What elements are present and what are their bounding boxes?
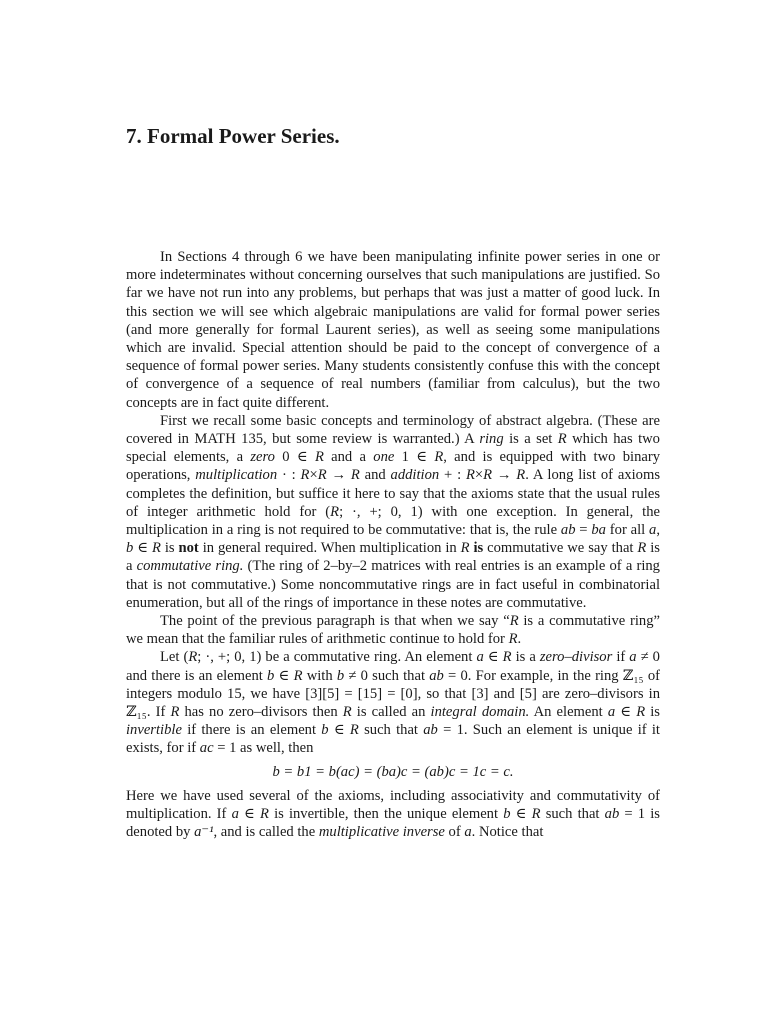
text-run: ∈ <box>238 806 260 823</box>
paragraph-intro <box>126 248 660 412</box>
emphasis-text: R <box>342 704 352 721</box>
emphasis-text: a⁻¹ <box>194 824 214 841</box>
emphasis-text: multiplicative inverse <box>318 824 445 841</box>
text-run: → <box>326 467 351 484</box>
text-run: + : <box>439 467 466 484</box>
emphasis-text: R <box>508 631 518 648</box>
text-run: An element <box>529 704 608 721</box>
emphasis-text: multiplication <box>195 467 278 484</box>
emphasis-text: zero–divisor <box>539 649 613 666</box>
text-run: = 1 is denoted by <box>126 806 660 841</box>
emphasis-text: a <box>649 522 657 539</box>
paragraph-zero-divisor <box>126 648 660 757</box>
emphasis-text: ab <box>429 667 444 684</box>
emphasis-text: ab <box>604 806 620 823</box>
text-run: such that <box>540 806 605 823</box>
emphasis-text: R <box>509 613 519 630</box>
emphasis-text: zero <box>250 449 275 466</box>
emphasis-text: R <box>637 540 647 557</box>
emphasis-text: R <box>483 467 493 484</box>
text-run: is <box>645 704 660 721</box>
text-run: ; ·, +; 0, 1) be a commutative ring. An element <box>197 649 477 666</box>
text-run: in general required. When multiplication in <box>198 540 461 557</box>
emphasis-text: integral domain. <box>430 704 530 721</box>
emphasis-text: R <box>350 467 360 484</box>
text-run: (The ring of 2–by–2 matrices with real entries is an example of a ring that is not commutative.) Some noncommutative rings are in fact useful in combinatorial enumeration, but all of the rings of importance in these notes are commutative. <box>126 558 660 611</box>
emphasis-text: b <box>321 722 329 739</box>
paragraph-inverse <box>126 787 660 842</box>
text-run: ; ·, +; 0, 1) with one exception. In general, the multiplication in a ring is not required to be commutative: that is, the rule <box>126 503 660 539</box>
text-run: is a <box>126 540 660 575</box>
text-run: for all <box>605 522 650 539</box>
emphasis-text: b <box>336 667 345 684</box>
text-run: ≠ 0 such that <box>344 667 430 684</box>
emphasis-text: R <box>151 540 161 557</box>
emphasis-text: a <box>464 824 472 841</box>
text-run: = 1 as well, then <box>213 740 314 757</box>
emphasis-text: R <box>557 431 567 448</box>
text-run: which has two special elements, a <box>126 431 660 466</box>
text-run: Here we have used several of the axioms, including associativity and commutativity of multiplication. If <box>126 787 660 823</box>
emphasis-text: R <box>531 806 541 823</box>
text-run: → <box>492 467 517 484</box>
text-run: × <box>309 467 318 484</box>
text-run: . A long list of axioms completes the definition, but suffice it here to say that the axioms state that the usual rules of integer arithmetic hold for ( <box>126 467 661 520</box>
emphasis-text: R <box>460 540 470 557</box>
text-run: 0 ∈ <box>274 449 315 466</box>
display-equation: b = b1 = b(ac) = (ba)c = (ab)c = 1c = c. <box>272 763 514 780</box>
emphasis-text: R <box>170 704 180 721</box>
text-run: × <box>474 467 484 484</box>
emphasis-text: R <box>188 649 198 666</box>
emphasis-text: ab <box>423 722 438 739</box>
text-run: , <box>656 522 660 539</box>
text-run: ∈ <box>133 540 152 557</box>
emphasis-text: ab <box>560 522 576 539</box>
text-run: with <box>302 667 337 684</box>
emphasis-text: addition <box>390 467 440 484</box>
text-run: . Notice that <box>471 824 544 841</box>
paragraph-ring-definition <box>126 412 660 612</box>
text-run: commutative we say that <box>483 540 638 557</box>
body-text <box>126 248 660 842</box>
emphasis-text: one <box>373 449 395 466</box>
emphasis-text: R <box>349 722 359 739</box>
text-run: and a <box>323 449 374 466</box>
emphasis-text: b <box>503 806 511 823</box>
text-run: . <box>517 631 522 648</box>
emphasis-text: a <box>231 806 239 823</box>
text-run: if there is an element <box>181 722 322 739</box>
emphasis-text: a <box>607 704 616 721</box>
emphasis-text: R <box>434 449 444 466</box>
text-run: if <box>612 649 630 666</box>
text-run: is a commutative ring” we mean that the familiar rules of arithmetic continue to hold for <box>126 613 660 648</box>
emphasis-text: invertible <box>126 722 182 739</box>
emphasis-text: a <box>476 649 484 666</box>
emphasis-text: R <box>502 649 512 666</box>
text-run: · : <box>277 467 301 484</box>
text-run: has no zero–divisors then <box>179 704 343 721</box>
emphasis-text: R <box>636 704 646 721</box>
bold-text: is <box>473 540 484 557</box>
emphasis-text: ac <box>199 740 214 757</box>
emphasis-text: R <box>293 667 303 684</box>
text-run: ∈ <box>328 722 350 739</box>
text-run: 1 ∈ <box>394 449 435 466</box>
text-run: The point of the previous paragraph is that when we say “ <box>160 613 510 630</box>
emphasis-text: R <box>300 467 310 484</box>
text-run: ∈ <box>274 667 294 684</box>
text-run: ∈ <box>483 649 503 666</box>
bold-text: not <box>178 540 199 557</box>
text-run: ∈ <box>615 704 637 721</box>
text-run: ∈ <box>510 806 532 823</box>
text-run: is called an <box>351 704 431 721</box>
emphasis-text: b <box>126 540 134 557</box>
text-run: ≠ 0 and there is an element <box>126 649 660 684</box>
emphasis-text: ring <box>479 431 504 448</box>
emphasis-text: R <box>314 449 324 466</box>
text-run: is <box>160 540 179 557</box>
text-run: is invertible, then the unique element <box>268 806 504 823</box>
emphasis-text: R <box>317 467 327 484</box>
text-run: such that <box>358 722 424 739</box>
text-run: , and is called the <box>213 824 319 841</box>
text-run: and <box>359 467 391 484</box>
emphasis-text: R <box>465 467 475 484</box>
text-run: = 1. Such an element is unique if it exists, for if <box>126 722 660 757</box>
text-run: = 0. For example, in the ring ℤ₁₅ of integers modulo 15, we have [3][5] = [15] = [0], so that [3] and [5] are zero–divisors in ℤ₁₅. If <box>126 667 660 721</box>
emphasis-text: R <box>259 806 269 823</box>
emphasis-text: commutative ring. <box>136 558 244 575</box>
text-run: is a set <box>503 431 558 448</box>
text-run: = <box>575 522 592 539</box>
text-run: First we recall some basic concepts and terminology of abstract algebra. (These are covered in MATH 135, but some review is warranted.) A <box>126 412 660 448</box>
text-run: of <box>444 824 465 841</box>
emphasis-text: b <box>267 667 275 684</box>
text-run: , and is equipped with two binary operations, <box>126 449 661 484</box>
emphasis-text: R <box>330 503 340 520</box>
text-run: In Sections 4 through 6 we have been manipulating infinite power series in one or more indeterminates without concerning ourselves that such manipulations are justified. So far we have not run into any problems, but perhaps that was just a matter of good luck. In this section we will see which algebraic manipulations are valid for formal power series (and more generally for formal Laurent series), as well as seeing some manipulations which are invalid. Special attention should be paid to the concept of convergence of a sequence of formal power series. Many students consistently confuse this with the concept of convergence of a sequence of real numbers (familiar from calculus), but the two concepts are in fact quite different. <box>126 249 660 411</box>
text-run: Let ( <box>160 649 189 666</box>
paragraph-commutative-note <box>126 612 660 648</box>
section-title: 7. Formal Power Series. <box>126 124 340 148</box>
emphasis-text: R <box>516 467 526 484</box>
emphasis-text: ba <box>591 522 606 539</box>
text-run: is a <box>511 649 540 666</box>
emphasis-text: a <box>629 649 637 666</box>
